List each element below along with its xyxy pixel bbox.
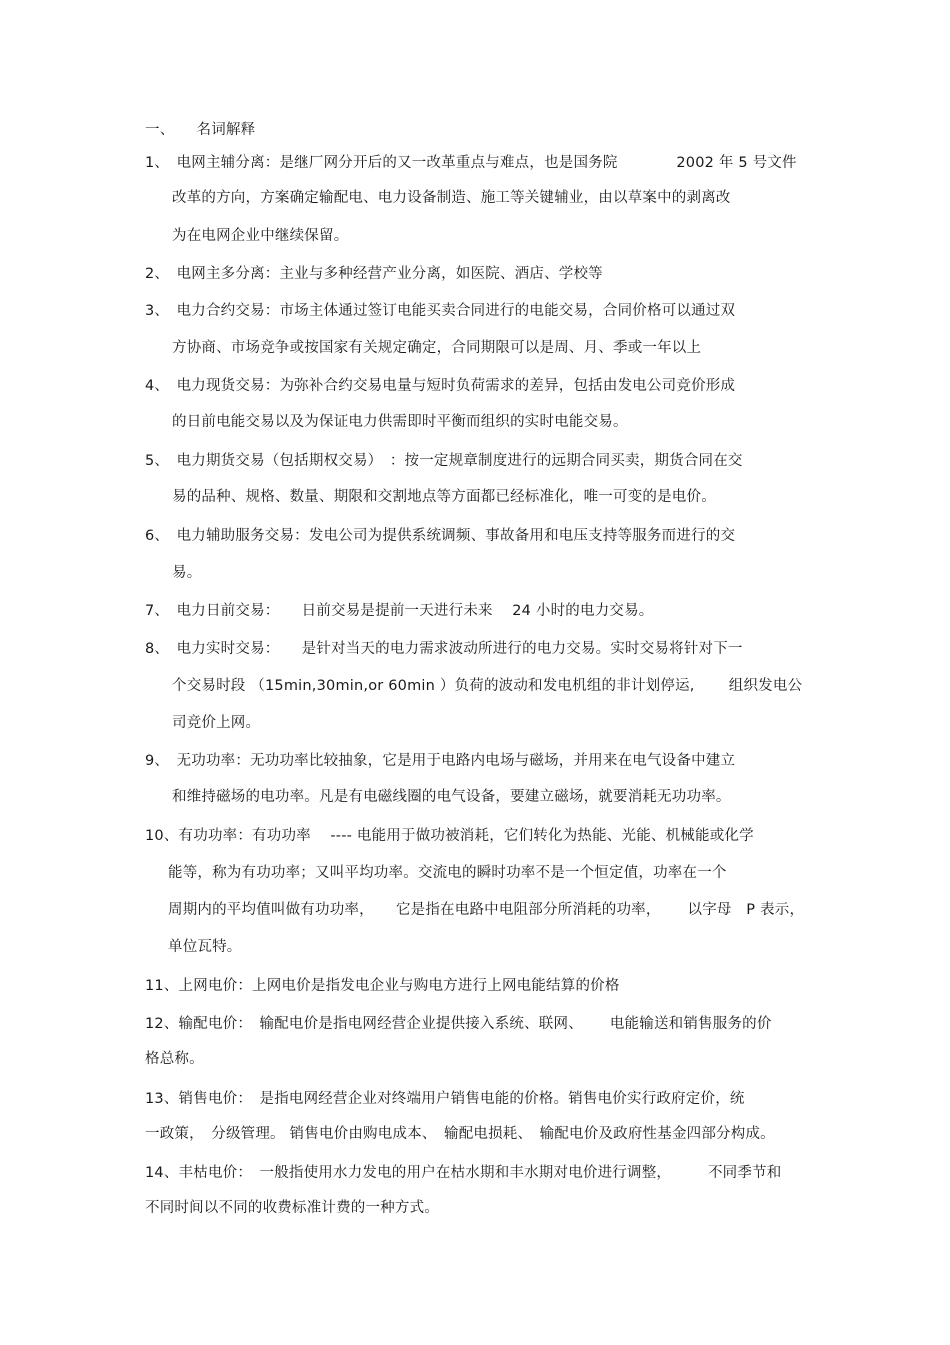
item-6-line-2: 易。 <box>172 565 202 581</box>
item-14-line-1: 14、丰枯电价： 一般指使用水力发电的用户在枯水期和丰水期对电价进行调整， 不同季节和 <box>145 1165 782 1181</box>
item-3-line-2: 方协商、市场竞争或按国家有关规定确定，合同期限可以是周、月、季或一年以上 <box>172 340 702 356</box>
item-5-line-1: 5、 电力期货交易（包括期权交易） ：按一定规章制度进行的远期合同买卖，期货合同在交 <box>145 453 743 469</box>
item-10-line-1: 10、有功功率：有功功率 ---- 电能用于做功被消耗，它们转化为热能、光能、机械能或化学 <box>145 828 754 844</box>
item-8-line-3: 司竞价上网。 <box>172 715 261 731</box>
item-4-line-2: 的日前电能交易以及为保证电力供需即时平衡而组织的实时电能交易。 <box>172 414 628 430</box>
item-2-line-1: 2、 电网主多分离：主业与多种经营产业分离，如医院、酒店、学校等 <box>145 266 603 282</box>
item-9-line-1: 9、 无功功率：无功功率比较抽象，它是用于电路内电场与磁场，并用来在电气设备中建立 <box>145 753 736 769</box>
item-1-line-3: 为在电网企业中继续保留。 <box>172 228 349 244</box>
item-6-line-1: 6、 电力辅助服务交易：发电公司为提供系统调频、事故备用和电压支持等服务而进行的交 <box>145 528 736 544</box>
item-12-line-1: 12、输配电价： 输配电价是指电网经营企业提供接入系统、联网、 电能输送和销售服务的价 <box>145 1016 772 1032</box>
item-7-line-1: 7、 电力日前交易： 日前交易是提前一天进行未来 24 小时的电力交易。 <box>145 603 654 619</box>
item-8-line-1: 8、 电力实时交易： 是针对当天的电力需求波动所进行的电力交易。实时交易将针对下一 <box>145 641 743 657</box>
item-4-line-1: 4、 电力现货交易：为弥补合约交易电量与短时负荷需求的差异，包括由发电公司竞价形成 <box>145 378 736 394</box>
item-10-line-4: 单位瓦特。 <box>168 939 242 955</box>
item-10-line-3: 周期内的平均值叫做有功功率， 它是指在电路中电阻部分所消耗的功率， 以字母 P 表示， <box>168 902 805 918</box>
item-12-line-2: 格总称。 <box>145 1051 204 1067</box>
item-3-line-1: 3、 电力合约交易：市场主体通过签订电能买卖合同进行的电能交易，合同价格可以通过双 <box>145 303 736 319</box>
item-1-line-2: 改革的方向，方案确定输配电、电力设备制造、施工等关键辅业，由以草案中的剥离改 <box>172 190 731 206</box>
item-9-line-2: 和维持磁场的电功率。凡是有电磁线圈的电气设备，要建立磁场，就要消耗无功功率。 <box>172 789 731 805</box>
item-1-line-1: 1、 电网主辅分离：是继厂网分开后的又一改革重点与难点，也是国务院 2002 年 5 号文件 <box>145 155 797 171</box>
section-heading: 一、 名词解释 <box>145 122 256 138</box>
item-13-line-2: 一政策， 分级管理。 销售电价由购电成本、 输配电损耗、 输配电价及政府性基金四部分构成。 <box>145 1126 775 1142</box>
item-5-line-2: 易的品种、规格、数量、期限和交割地点等方面都已经标准化，唯一可变的是电价。 <box>172 489 716 505</box>
item-8-line-2: 个交易时段 （15min,30min,or 60min ）负荷的波动和发电机组的非计划停运, 组织发电公 <box>172 678 803 694</box>
item-11-line-1: 11、上网电价：上网电价是指发电企业与购电方进行上网电能结算的价格 <box>145 978 620 994</box>
item-14-line-2: 不同时间以不同的收费标准计费的一种方式。 <box>145 1200 439 1216</box>
item-13-line-1: 13、销售电价： 是指电网经营企业对终端用户销售电能的价格。销售电价实行政府定价，统 <box>145 1091 745 1107</box>
item-10-line-2: 能等，称为有功功率；又叫平均功率。交流电的瞬时功率不是一个恒定值，功率在一个 <box>168 865 727 881</box>
